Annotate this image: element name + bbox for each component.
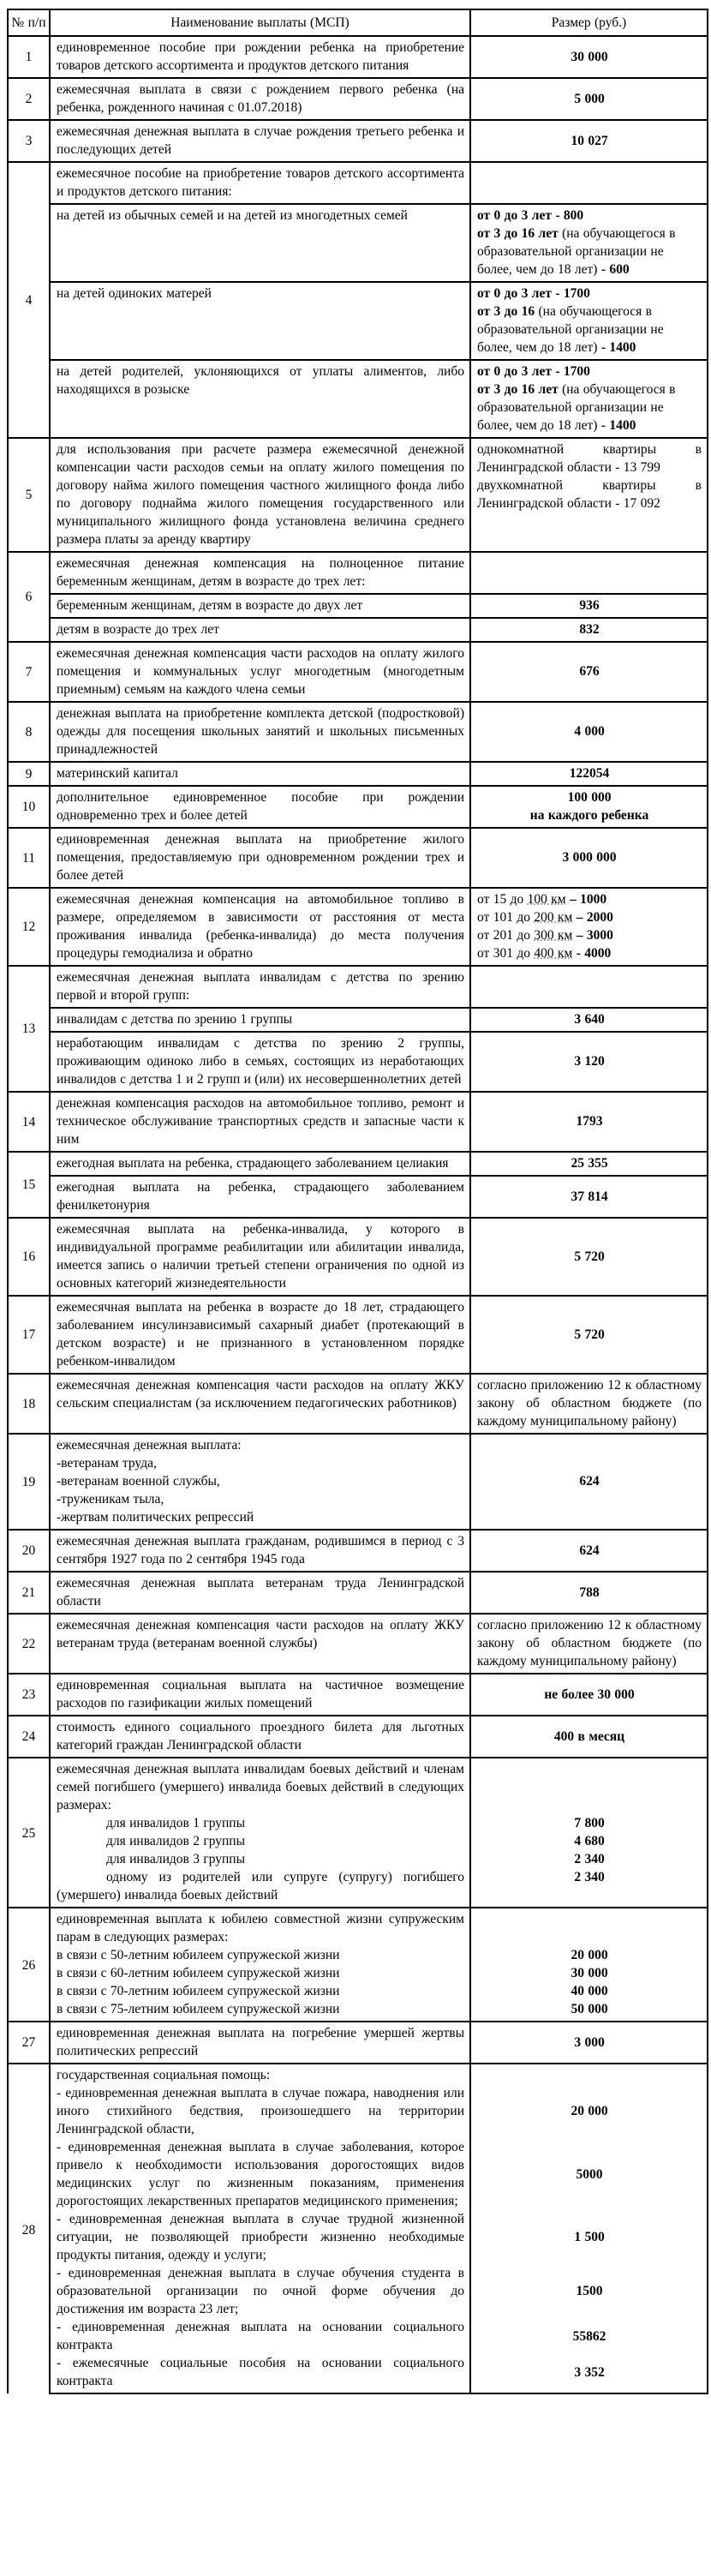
amount-text: от 3 до 16 лет (на обучающегося в образовательной организации не более, чем до 18 лет) - 1400: [477, 382, 676, 433]
col-header-size: Размер (руб.): [470, 9, 708, 36]
amount-cell: [470, 2264, 708, 2318]
amount-text: 4 000: [574, 724, 605, 739]
payment-name-text: - единовременная денежная выплата в случае обучения студента в образовательной организации по очной форме обучения до достижения им возраста 23 лет;: [57, 2266, 464, 2316]
payment-name-text: в связи с 75-летним юбилеем супружеской жизни: [57, 2002, 340, 2016]
amount-cell: [470, 2354, 708, 2393]
amount-cell: [470, 1946, 708, 1964]
amount-cell: [470, 78, 708, 120]
amount-text: от 0 до 3 лет - 1700: [477, 286, 590, 301]
payment-name-cell: [50, 1176, 470, 1218]
amount-text: 40 000: [571, 1984, 608, 1998]
payment-name-cell: [50, 1218, 470, 1296]
payment-name-cell: [50, 120, 470, 162]
row-number: 22: [8, 1614, 50, 1674]
amount-cell: [470, 2000, 708, 2022]
amount-text: 122054: [569, 766, 610, 781]
payment-name-text: ежемесячная денежная компенсация части расходов на оплату жилого помещения и коммунальных услуг многодетным (многодетным приемным) семьям на каждого члена семьи: [57, 646, 464, 697]
row-number: 13: [8, 966, 50, 1092]
table-row: [8, 2064, 708, 2084]
amount-text: 5 000: [574, 91, 605, 106]
row-number: 20: [8, 1530, 50, 1572]
amount-text: от 3 до 16 лет (на обучающегося в образовательной организации не более, чем до 18 лет) - 600: [477, 226, 676, 277]
table-row: [8, 204, 708, 282]
amount-text: согласно приложению 12 к областному закону об областном бюджете (по каждому муниципальному району): [477, 1618, 702, 1668]
row-number: 24: [8, 1716, 50, 1758]
row-number: 26: [8, 1908, 50, 2022]
amount-cell: [470, 2318, 708, 2354]
amount-text: 37 814: [571, 1189, 608, 1204]
table-row: [8, 162, 708, 204]
amount-cell: [470, 762, 708, 786]
amount-cell: [470, 1374, 708, 1434]
payment-name-text: беременным женщинам, детям в возрасте до двух лет: [57, 598, 363, 613]
row-number: 25: [8, 1758, 50, 1908]
payment-name-text: ежемесячная денежная выплата:: [57, 1438, 242, 1453]
row-number: 7: [8, 642, 50, 702]
table-row: [8, 1176, 708, 1218]
payment-name-cell: [50, 2000, 470, 2022]
payment-name-cell: [50, 888, 470, 966]
table-row: [8, 120, 708, 162]
amount-text: от 15 до 100 км – 1000: [477, 892, 607, 907]
table-row: [8, 1716, 708, 1758]
payment-name-cell: [50, 1614, 470, 1674]
payment-name-text: -ветеранам труда,: [57, 1456, 157, 1471]
table-row: [8, 552, 708, 594]
payment-name-cell: [50, 2354, 470, 2393]
amount-cell: [470, 702, 708, 762]
amount-text: 400 в месяц: [553, 1728, 625, 1744]
col-header-name: Наименование выплаты (МСП): [50, 9, 470, 36]
row-number: 4: [8, 162, 50, 438]
table-row: [8, 1850, 708, 1868]
table-row: [8, 702, 708, 762]
row-number: 15: [8, 1152, 50, 1218]
table-row: [8, 1032, 708, 1092]
payment-name-text: ежемесячная выплата на ребенка-инвалида, у которого в индивидуальной программе реабилитации или абилитации инвалида, имеется запись о наличии третьей степени ограничения по одной из основных категорий жизнедеятельности: [57, 1222, 464, 1291]
row-number: 2: [8, 78, 50, 120]
payment-name-text: ежемесячная денежная компенсация части расходов на оплату ЖКУ ветеранам труда (ветеранам военной службы): [57, 1618, 464, 1650]
amount-cell: [470, 2022, 708, 2064]
payment-name-cell: [50, 618, 470, 642]
amount-cell: [470, 1176, 708, 1218]
table-row: [8, 1092, 708, 1152]
table-row: [8, 1218, 708, 1296]
amount-cell: [470, 1296, 708, 1374]
table-row: [8, 2264, 708, 2318]
table-row: [8, 78, 708, 120]
table-row: [8, 2354, 708, 2393]
amount-cell: [470, 1152, 708, 1176]
table-row: [8, 438, 708, 552]
row-number: 8: [8, 702, 50, 762]
payment-name-cell: [50, 1152, 470, 1176]
payment-name-cell: [50, 2210, 470, 2264]
table-row: [8, 594, 708, 618]
amount-cell: [470, 618, 708, 642]
amount-cell: [470, 282, 708, 360]
table-row: [8, 2138, 708, 2210]
payment-name-cell: [50, 1032, 470, 1092]
row-number: 1: [8, 36, 50, 78]
table-row: [8, 1296, 708, 1374]
table-row: [8, 618, 708, 642]
payment-name-text: ежемесячная денежная выплата в случае рождения третьего ребенка и последующих детей: [57, 124, 464, 157]
payment-name-text: для инвалидов 2 группы: [106, 1834, 245, 1848]
payments-table-body: [8, 36, 708, 2393]
amount-text: 1 500: [574, 2230, 605, 2244]
row-number: 17: [8, 1296, 50, 1374]
table-row: [8, 1008, 708, 1032]
row-number: 23: [8, 1674, 50, 1716]
payment-name-text: - единовременная денежная выплата в случае заболевания, которое привело к необходимости использования дорогостоящих видов медицинских услуг по жизненным показаниям, применения дорогостоящих лекарственных препаратов медицинского применения;: [57, 2140, 464, 2208]
payment-name-text: -труженикам тыла,: [57, 1492, 164, 1507]
amount-text: 2 340: [574, 1852, 605, 1866]
amount-cell: [470, 1008, 708, 1032]
amount-text: 936: [579, 598, 600, 613]
amount-cell: [470, 36, 708, 78]
table-row: [8, 2084, 708, 2138]
payment-name-cell: [50, 1674, 470, 1716]
payment-name-cell: [50, 1946, 470, 1964]
payment-name-text: ежемесячная денежная выплата ветеранам труда Ленинградской области: [57, 1576, 464, 1609]
payment-name-text: ежемесячная выплата в связи с рождением первого ребенка (на ребенка, рожденного начиная с 01.07.2018): [57, 82, 464, 115]
amount-text: 3 640: [574, 1012, 605, 1027]
payment-name-text: в связи с 70-летним юбилеем супружеской жизни: [57, 1984, 340, 1998]
payment-name-text: -жертвам политических репрессий: [57, 1510, 254, 1525]
amount-text: 7 800: [574, 1816, 605, 1830]
amount-cell: [470, 1982, 708, 2000]
payment-name-text: одному из родителей или супруге (супругу) погибшего (умершего) инвалида боевых действий: [57, 1870, 464, 1902]
payment-name-text: денежная выплата на приобретение комплекта детской (подростковой) одежды для посещения школьных занятий и школьных письменных принадлежностей: [57, 706, 464, 757]
payment-name-cell: [50, 1832, 470, 1850]
table-row: [8, 1614, 708, 1674]
table-row: [8, 1946, 708, 1964]
payment-name-cell: [50, 762, 470, 786]
row-number: 16: [8, 1218, 50, 1296]
amount-text: 788: [579, 1585, 600, 1600]
amount-cell: [470, 2138, 708, 2210]
table-row: [8, 1152, 708, 1176]
payment-name-text: для использования при расчете размера ежемесячной денежной компенсации части расходов семьи на оплату жилого помещения по договору найма жилого помещения частного жилищного фонда либо по договору поднайма жилого помещения государственного или муниципального жилищного фонда установлена величина среднего размера платы за аренду квартиру: [57, 442, 464, 547]
table-row: [8, 2210, 708, 2264]
payment-name-cell: [50, 966, 470, 1008]
row-number: 28: [8, 2064, 50, 2393]
payment-name-text: материнский капитал: [57, 766, 178, 781]
amount-cell: [470, 438, 708, 552]
payment-name-text: неработающим инвалидам с детства по зрению 2 группы, проживающим одиноко либо в семьях, состоящих из неработающих инвалидов с детства 1 и 2 групп и (или) их несовершеннолетних детей: [57, 1036, 464, 1087]
header-row: [8, 9, 708, 36]
payment-name-cell: [50, 282, 470, 360]
amount-text: от 101 до 200 км – 2000: [477, 910, 613, 925]
table-row: [8, 282, 708, 360]
row-number: 9: [8, 762, 50, 786]
amount-text: от 0 до 3 лет - 800: [477, 208, 584, 223]
amount-text: 30 000: [571, 1966, 608, 1980]
payment-name-cell: [50, 642, 470, 702]
table-row: [8, 888, 708, 966]
payment-name-cell: [50, 1868, 470, 1908]
amount-cell: [470, 2210, 708, 2264]
table-row: [8, 36, 708, 78]
amount-text: 3 000: [574, 2034, 605, 2050]
amount-cell: [470, 2084, 708, 2138]
amount-cell: [470, 1832, 708, 1850]
amount-cell: [470, 594, 708, 618]
payment-name-cell: [50, 2138, 470, 2210]
amount-cell: [470, 1868, 708, 1908]
amount-cell: [470, 1434, 708, 1530]
amount-cell: [470, 966, 708, 1008]
table-row: [8, 2022, 708, 2064]
payment-name-cell: [50, 162, 470, 204]
table-row: [8, 1530, 708, 1572]
payment-name-cell: [50, 1374, 470, 1434]
amount-cell: [470, 786, 708, 828]
amount-text: 10 027: [571, 133, 608, 148]
amount-cell: [470, 642, 708, 702]
payment-name-text: - единовременная денежная выплата на основании социального контракта: [57, 2320, 464, 2352]
table-row: [8, 1964, 708, 1982]
table-row: [8, 966, 708, 1008]
amount-cell: [470, 1572, 708, 1614]
payment-name-text: - единовременная денежная выплата в случае трудной жизненной ситуации, не позволяющей приобрести жизненно необходимые продукты питания, одежду и услуги;: [57, 2212, 464, 2262]
payment-name-text: в связи с 60-летним юбилеем супружеской жизни: [57, 1966, 340, 1980]
payment-name-cell: [50, 1296, 470, 1374]
amount-text: 20 000: [571, 1948, 608, 1962]
payment-name-cell: [50, 204, 470, 282]
payment-name-cell: [50, 1092, 470, 1152]
amount-cell: [470, 888, 708, 966]
amount-text: 676: [579, 664, 600, 679]
row-number: 21: [8, 1572, 50, 1614]
amount-cell: [470, 1032, 708, 1092]
row-number: 5: [8, 438, 50, 552]
payment-name-cell: [50, 828, 470, 888]
payment-name-cell: [50, 1572, 470, 1614]
table-row: [8, 1868, 708, 1908]
payment-name-cell: [50, 36, 470, 78]
payment-name-cell: [50, 2084, 470, 2138]
amount-text: от 201 до 300 км – 3000: [477, 928, 613, 943]
table-row: [8, 1832, 708, 1850]
table-row: [8, 786, 708, 828]
amount-cell: [470, 1614, 708, 1674]
payment-name-text: государственная социальная помощь:: [57, 2068, 271, 2082]
amount-text: 832: [579, 622, 600, 637]
table-row: [8, 1374, 708, 1434]
table-row: [8, 642, 708, 702]
payment-name-cell: [50, 2264, 470, 2318]
table-row: [8, 1434, 708, 1530]
amount-cell: [470, 1674, 708, 1716]
payment-name-text: в связи с 50-летним юбилеем супружеской жизни: [57, 1948, 340, 1962]
row-number: 14: [8, 1092, 50, 1152]
amount-cell: [470, 2064, 708, 2084]
payment-name-text: ежемесячная денежная выплата инвалидам боевых действий и членам семей погибшего (умершего) инвалида боевых действий в следующих размерах:: [57, 1762, 464, 1812]
amount-text: однокомнатной квартиры в Ленинградской области - 13 799: [477, 442, 702, 475]
payment-name-text: единовременное пособие при рождении ребенка на приобретение товаров детского ассортимента и продуктов детского питания: [57, 40, 464, 73]
payment-name-cell: [50, 1008, 470, 1032]
amount-text: на каждого ребенка: [529, 808, 649, 823]
payment-name-text: стоимость единого социального проездного билета для льготных категорий граждан Ленинградской области: [57, 1720, 464, 1752]
amount-text: 1500: [576, 2284, 603, 2298]
amount-text: 55862: [572, 2328, 606, 2344]
amount-text: 5000: [576, 2166, 603, 2182]
amount-text: 20 000: [571, 2104, 608, 2118]
payment-name-cell: [50, 1758, 470, 1814]
amount-text: 25 355: [571, 1156, 608, 1171]
payment-name-text: для инвалидов 3 группы: [106, 1852, 245, 1866]
amount-cell: [470, 1908, 708, 1946]
amount-cell: [470, 1964, 708, 1982]
payment-name-text: единовременная денежная выплата на погребение умершей жертвы политических репрессий: [57, 2026, 464, 2058]
payment-name-text: ежегодная выплата на ребенка, страдающего заболеванием фенилкетонурия: [57, 1180, 464, 1213]
payment-name-text: дополнительное единовременное пособие при рождении одновременно трех и более детей: [57, 790, 464, 823]
payments-table: [7, 9, 708, 2394]
payment-name-text: ежемесячная выплата на ребенка в возрасте до 18 лет, страдающего заболеванием инсулинзависимый сахарный диабет (протекающий в детском возрасте) и не признанного в установленном порядке ребенком-инвалидом: [57, 1300, 464, 1369]
payment-name-cell: [50, 552, 470, 594]
amount-text: 2 340: [574, 1870, 605, 1884]
payment-name-cell: [50, 2064, 470, 2084]
amount-text: 100 000: [567, 790, 612, 805]
table-row: [8, 2000, 708, 2022]
payment-name-cell: [50, 78, 470, 120]
payment-name-cell: [50, 786, 470, 828]
payment-name-text: ежемесячная денежная выплата инвалидам с детства по зрению первой и второй групп:: [57, 970, 464, 1003]
payment-name-text: - ежемесячные социальные пособия на основании социального контракта: [57, 2356, 464, 2388]
row-number: 12: [8, 888, 50, 966]
payment-name-text: ежемесячная денежная выплата гражданам, родившимся в период с 3 сентября 1927 года по 2 сентября 1945 года: [57, 1534, 464, 1567]
table-row: [8, 2318, 708, 2354]
amount-cell: [470, 1218, 708, 1296]
amount-text: 5 720: [574, 1249, 605, 1264]
amount-text: 3 000 000: [562, 850, 617, 865]
table-row: [8, 360, 708, 438]
payment-name-cell: [50, 2318, 470, 2354]
payment-name-text: денежная компенсация расходов на автомобильное топливо, ремонт и техническое обслуживание транспортных средств и запасные части к ним: [57, 1096, 464, 1147]
amount-cell: [470, 828, 708, 888]
amount-text: 624: [579, 1543, 600, 1558]
payment-name-text: на детей родителей, уклоняющихся от уплаты алиментов, либо находящихся в розыске: [57, 364, 464, 397]
payment-name-text: единовременная денежная выплата на приобретение жилого помещения, предоставляемую при одновременном рождении трех и более детей: [57, 832, 464, 883]
amount-text: 50 000: [571, 2002, 608, 2016]
row-number: 6: [8, 552, 50, 642]
payment-name-cell: [50, 594, 470, 618]
payment-name-cell: [50, 1982, 470, 2000]
amount-cell: [470, 162, 708, 204]
amount-cell: [470, 1716, 708, 1758]
payment-name-text: единовременная социальная выплата на частичное возмещение расходов по газификации жилых помещений: [57, 1678, 464, 1710]
payment-name-text: ежемесячная денежная компенсация части расходов на оплату ЖКУ сельским специалистам (за исключением педагогических работников): [57, 1378, 464, 1411]
table-row: [8, 828, 708, 888]
col-header-num: № п/п: [8, 9, 50, 36]
payment-name-cell: [50, 702, 470, 762]
amount-text: 3 120: [574, 1054, 605, 1069]
payment-name-text: для инвалидов 1 группы: [106, 1816, 245, 1830]
payment-name-text: ежегодная выплата на ребенка, страдающего заболеванием целиакия: [57, 1156, 449, 1171]
payment-name-cell: [50, 438, 470, 552]
payment-name-text: -ветеранам военной службы,: [57, 1474, 220, 1489]
payment-name-text: ежемесячное пособие на приобретение товаров детского ассортимента и продуктов детского питания:: [57, 166, 464, 199]
amount-cell: [470, 1814, 708, 1832]
amount-cell: [470, 1850, 708, 1868]
payment-name-cell: [50, 1814, 470, 1832]
row-number: 3: [8, 120, 50, 162]
table-row: [8, 1982, 708, 2000]
payment-name-cell: [50, 1850, 470, 1868]
amount-text: не более 30 000: [544, 1686, 635, 1702]
payment-name-text: - единовременная денежная выплата в случае пожара, наводнения или иного стихийного бедствия, произошедшего на территории Ленинградской области,: [57, 2086, 464, 2136]
amount-text: 624: [579, 1474, 600, 1489]
payment-name-text: детям в возрасте до трех лет: [57, 622, 219, 637]
amount-text: от 301 до 400 км - 4000: [477, 946, 612, 961]
payment-name-text: инвалидам с детства по зрению 1 группы: [57, 1012, 293, 1027]
amount-cell: [470, 1758, 708, 1814]
payment-name-text: ежемесячная денежная компенсация на полноценное питание беременным женщинам, детям в возрасте до трех лет:: [57, 556, 464, 589]
payment-name-cell: [50, 1434, 470, 1530]
amount-cell: [470, 552, 708, 594]
amount-text: от 0 до 3 лет - 1700: [477, 364, 590, 379]
payment-name-cell: [50, 1716, 470, 1758]
payment-name-cell: [50, 1530, 470, 1572]
amount-text: 5 720: [574, 1327, 605, 1342]
amount-text: согласно приложению 12 к областному закону об областном бюджете (по каждому муниципальному району): [477, 1378, 702, 1429]
table-row: [8, 1908, 708, 1946]
payment-name-cell: [50, 1964, 470, 1982]
amount-text: 3 352: [574, 2364, 605, 2380]
amount-text: 30 000: [571, 49, 608, 64]
table-row: [8, 1814, 708, 1832]
payment-name-text: единовременная выплата к юбилею совместной жизни супружеским парам в следующих размерах:: [57, 1912, 464, 1944]
payment-name-text: на детей одиноких матерей: [57, 286, 212, 301]
amount-text: 4 680: [574, 1834, 605, 1848]
row-number: 11: [8, 828, 50, 888]
amount-cell: [470, 1530, 708, 1572]
table-row: [8, 1758, 708, 1814]
row-number: 18: [8, 1374, 50, 1434]
table-row: [8, 1572, 708, 1614]
payment-name-cell: [50, 2022, 470, 2064]
row-number: 27: [8, 2022, 50, 2064]
amount-cell: [470, 1092, 708, 1152]
table-row: [8, 1674, 708, 1716]
table-row: [8, 762, 708, 786]
amount-text: двухкомнатной квартиры в Ленинградской области - 17 092: [477, 478, 702, 511]
amount-cell: [470, 120, 708, 162]
payment-name-cell: [50, 360, 470, 438]
amount-text: 1793: [576, 1114, 603, 1129]
payment-name-text: ежемесячная денежная компенсация на автомобильное топливо в размере, определяемом в зависимости от расстояния от места проживания инвалида (ребенка-инвалида) до места получения процедуры гемодиализа и обратно: [57, 892, 464, 961]
amount-cell: [470, 204, 708, 282]
payment-name-text: на детей из обычных семей и на детей из многодетных семей: [57, 208, 408, 223]
payment-name-cell: [50, 1908, 470, 1946]
amount-cell: [470, 360, 708, 438]
amount-text: от 3 до 16 (на обучающегося в образовательной организации не более, чем до 18 лет) - 1400: [477, 304, 664, 355]
row-number: 19: [8, 1434, 50, 1530]
row-number: 10: [8, 786, 50, 828]
